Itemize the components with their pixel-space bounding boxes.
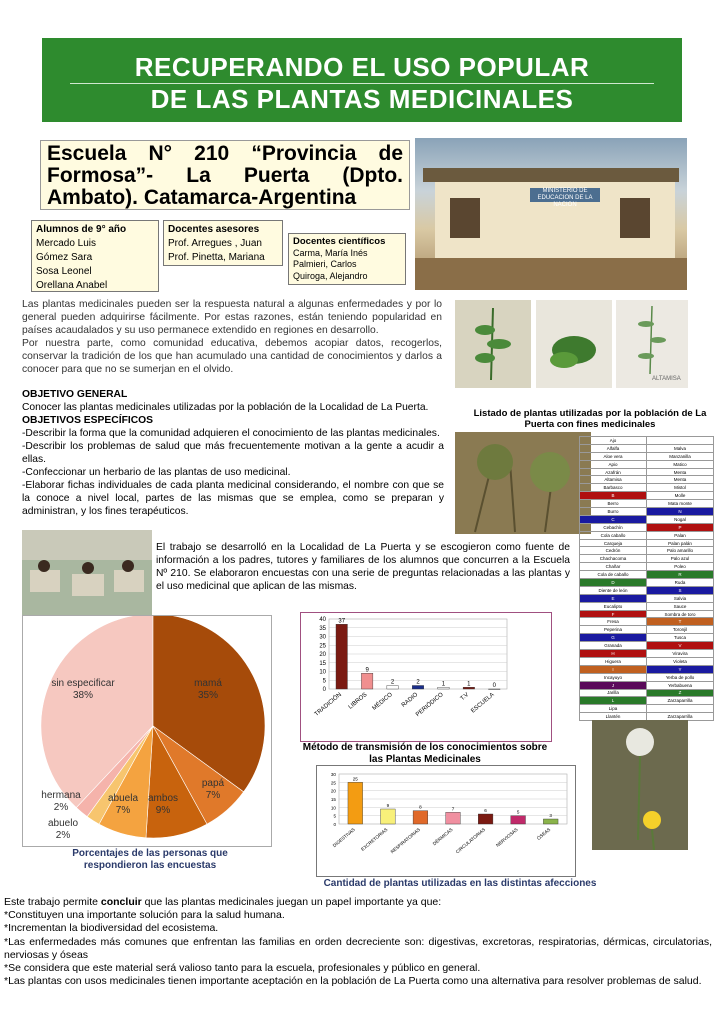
plant-row — [580, 594, 714, 602]
plant-list-table — [579, 436, 714, 721]
y-tick-label: 25 — [319, 643, 326, 650]
bar-value-label: 1 — [441, 681, 446, 688]
ground — [415, 258, 687, 290]
bar — [361, 673, 372, 689]
conclusion-intro-pre: Este trabajo permite — [4, 896, 101, 908]
plant-cell: S — [647, 586, 714, 594]
bar-value-label: 3 — [549, 813, 552, 818]
plant-cell: Barbasco — [580, 484, 647, 492]
y-tick-label: 15 — [319, 660, 326, 667]
bar — [489, 689, 500, 690]
plant-cell: Chañar — [580, 563, 647, 571]
pie-value-label: 7% — [205, 790, 221, 801]
intro-text — [22, 298, 442, 376]
plant-row — [580, 626, 714, 634]
plant-cell: Eucalipto — [580, 602, 647, 610]
bar-chart-2-title: Cantidad de plantas utilizadas en las distintas afecciones — [323, 878, 597, 889]
plant-cell: E — [580, 594, 647, 602]
plant-cell: Menta — [647, 476, 714, 484]
plant-row — [580, 523, 714, 531]
plant-cell: T — [647, 618, 714, 626]
plant-cell: Altamisa — [580, 476, 647, 484]
plant-row — [580, 444, 714, 452]
bar — [387, 686, 398, 690]
pie-chart-frame — [22, 615, 272, 847]
plant-cell: Zarzaparrilla — [647, 697, 714, 705]
bar-value-label: 37 — [338, 618, 346, 625]
pie-value-label: 7% — [115, 805, 131, 816]
bar — [446, 812, 461, 824]
plant-cell: Sauce — [647, 602, 714, 610]
y-tick-label: 25 — [330, 780, 336, 786]
dandelion-photo — [592, 720, 688, 850]
plant-cell: Ajo — [580, 437, 647, 445]
plant-photo-field — [455, 432, 591, 534]
herb-label: ALTAMISA — [652, 376, 681, 382]
plant-cell: Ruda — [647, 579, 714, 587]
y-tick-label: 10 — [319, 669, 326, 676]
plant-cell: Aloe vera — [580, 452, 647, 460]
docente-name: Prof. Pinetta, Mariana — [168, 252, 265, 263]
herb-photo-2 — [536, 300, 612, 388]
plant-cell: Salvia — [647, 594, 714, 602]
plant-cell: Zarzaparrilla — [647, 713, 714, 721]
objetivo-general-text: Conocer las plantas medicinales utilizadas por la población de la Localidad de La Puerta. — [22, 402, 429, 413]
plant-cell: Yerba de pollo — [647, 673, 714, 681]
plant-cell: Cola caballo — [580, 531, 647, 539]
x-tick-label: NERVIOSAS — [495, 826, 519, 848]
herb-photo-3 — [616, 300, 688, 388]
y-tick-label: 0 — [333, 822, 336, 827]
plant-cell: Palo amarillo — [647, 547, 714, 555]
conclusion-point: *Las plantas con usos medicinales tienen importante aceptación en la población de La Puerta como una alternativa para resolver problemas de salud. — [4, 975, 702, 988]
bar — [478, 814, 493, 824]
plant-cell: Manzanilla — [647, 452, 714, 460]
plant-row — [580, 437, 714, 445]
bar-value-label: 9 — [386, 803, 390, 808]
pie-value-label: 2% — [55, 830, 71, 841]
plant-row — [580, 657, 714, 665]
x-tick-label: MÉDICO — [371, 691, 394, 712]
bar-chart-1-frame — [300, 612, 552, 742]
x-tick-label: RESPIRATORIAS — [389, 826, 422, 855]
cientifico-name: Palmieri, Carlos — [293, 259, 357, 269]
bar-value-label: 0 — [492, 683, 496, 689]
pie-label: hermana — [41, 790, 81, 801]
bar — [336, 624, 347, 689]
plant-cell: Molle — [647, 492, 714, 500]
plant-row — [580, 563, 714, 571]
bar-chart-1-title: Método de transmisión de los conocimientos sobre las Plantas Medicinales — [302, 742, 548, 765]
plant-cell — [647, 705, 714, 713]
objetivo-item: -Confeccionar un herbario de las plantas de uso medicinal. — [22, 467, 291, 478]
plant-cell: Cebachín — [580, 523, 647, 531]
x-tick-label: RADIO — [400, 691, 420, 709]
plant-cell: J — [580, 681, 647, 689]
plant-cell: Y — [647, 665, 714, 673]
y-tick-label: 30 — [330, 772, 336, 777]
x-tick-label: ESCUELA — [470, 691, 496, 715]
plant-cell: Toronjil — [647, 626, 714, 634]
plant-row — [580, 492, 714, 500]
objetivo-item: -Elaborar fichas individuales de cada planta medicinal considerando, el nombre con que se la conoce a nivel local, partes de las mismas que se emplea, como se preparan y administran, y los fines terapéuticos. — [22, 480, 444, 517]
plant-row — [580, 673, 714, 681]
plant-row — [580, 665, 714, 673]
y-tick-label: 20 — [319, 652, 326, 658]
plant-cell: Peperina — [580, 626, 647, 634]
plant-cell: Mata monte — [647, 500, 714, 508]
building-window — [450, 198, 480, 238]
conclusion-point: *Incrementan la biodiversidad del ecosistema. — [4, 922, 219, 935]
plant-row — [580, 618, 714, 626]
herb-photo-1 — [455, 300, 531, 388]
bar-chart-afecciones — [317, 766, 575, 876]
objetivo-general-heading: OBJETIVO GENERAL — [22, 389, 128, 400]
plant-row — [580, 508, 714, 516]
alumno-name: Sosa Leonel — [36, 266, 92, 277]
plant-cell: Cola de caballo — [580, 571, 647, 579]
title-line-1: RECUPERANDO EL USO POPULAR — [134, 52, 590, 82]
x-tick-label: T.V — [459, 691, 471, 703]
plant-cell: Menta — [647, 468, 714, 476]
conclusion-intro-bold: concluir — [100, 896, 142, 908]
plant-cell: Malva — [647, 444, 714, 452]
plant-cell: Palan palán — [647, 539, 714, 547]
cientifico-name: Carma, María Inés — [293, 247, 368, 258]
bar — [348, 782, 363, 824]
plant-cell: G — [580, 634, 647, 642]
y-tick-label: 15 — [330, 797, 336, 802]
plant-cell: Chachacoma — [580, 555, 647, 563]
bar — [381, 809, 396, 824]
bar-value-label: 6 — [484, 808, 487, 813]
plant-cell: N — [647, 508, 714, 516]
plant-cell: P — [647, 523, 714, 531]
plant-row — [580, 515, 714, 523]
plant-row — [580, 642, 714, 650]
title-divider — [70, 83, 654, 84]
plant-row — [580, 610, 714, 618]
plant-cell: Fresa — [580, 618, 647, 626]
plant-row — [580, 500, 714, 508]
y-tick-label: 40 — [319, 617, 326, 623]
y-tick-label: 35 — [319, 625, 326, 632]
plant-cell: B — [580, 492, 647, 500]
alumno-name: Mercado Luis — [36, 238, 97, 249]
bar — [412, 686, 423, 690]
plant-cell: Poleo — [647, 563, 714, 571]
pie-chart — [23, 616, 271, 846]
plant-cell: Apio — [580, 460, 647, 468]
listado-title: Listado de plantas utilizadas por la población de La Puerta con fines medicinales — [473, 408, 707, 430]
x-tick-label: PERIÓDICO — [415, 691, 445, 719]
y-tick-label: 5 — [333, 813, 336, 819]
conclusion-point: *Constituyen una importante solución para la salud humana. — [4, 909, 285, 922]
docentes-cientificos-heading: Docentes científicos — [293, 236, 386, 247]
bar-value-label: 2 — [390, 679, 395, 686]
plant-row — [580, 555, 714, 563]
plant-cell: Diente de león — [580, 586, 647, 594]
bar-value-label: 8 — [419, 804, 422, 810]
plant-cell: Z — [647, 689, 714, 697]
title-line-2: DE LAS PLANTAS MEDICINALES — [150, 84, 574, 114]
conclusion-point: *Se considera que este material será valioso tanto para la escuela, profesionales y público en general. — [4, 962, 481, 975]
plant-cell: Berro — [580, 500, 647, 508]
x-tick-label: EXCRETORIAS — [360, 826, 389, 852]
conclusion-point: *Las enfermedades más comunes que enfrentan las familias en orden decreciente son: digestivas, excretoras, respiratorias, dérmicas, circulatorias, nerviosas y óseas — [4, 935, 712, 961]
bar-value-label: 7 — [451, 806, 455, 812]
plant-cell: Llantén — [580, 713, 647, 721]
alumnos-heading: Alumnos de 9° año — [36, 224, 127, 235]
plant-row — [580, 460, 714, 468]
plant-cell: Violeta — [647, 657, 714, 665]
building-window — [620, 198, 650, 238]
plant-cell: Mistol — [647, 484, 714, 492]
x-tick-label: CIRCULATORIAS — [454, 826, 487, 855]
bar — [511, 816, 526, 824]
x-tick-label: DIGESTIVAS — [331, 826, 356, 849]
plant-cell: Azafrán — [580, 468, 647, 476]
bar-value-label: 2 — [416, 679, 420, 686]
docentes-asesores-heading: Docentes asesores — [168, 224, 260, 235]
plant-cell: H — [580, 650, 647, 658]
x-tick-label: ÓSEAS — [536, 826, 552, 841]
plant-cell: Palan — [647, 531, 714, 539]
plant-row — [580, 571, 714, 579]
metodo-text: El trabajo se desarrolló en la Localidad de La Puerta y se escogieron como fuente de información a los padres, tutores y familiares de los alumnos que concurren a la Escuela Nº 210. Se elaboraron encuestas con una serie de preguntas relacionadas a las plantas y el uso medicinal que aplican de las mismas. — [156, 542, 570, 592]
plant-cell: Carqueja — [580, 539, 647, 547]
plant-cell: Lipa — [580, 705, 647, 713]
alumno-name: Orellana Anabel — [36, 280, 108, 291]
y-tick-label: 10 — [330, 805, 336, 811]
plant-row — [580, 547, 714, 555]
bar-chart-2-frame — [316, 765, 576, 877]
pie-value-label: 2% — [53, 802, 69, 813]
plant-row — [580, 650, 714, 658]
plant-cell: Tusca — [647, 634, 714, 642]
bar-value-label: 5 — [516, 809, 520, 815]
pie-label: mamá — [194, 678, 222, 689]
plant-row — [580, 586, 714, 594]
plant-row — [580, 539, 714, 547]
objetivo-item: -Describir los problemas de salud que más frecuentemente motivan a la gente a acudir a ellas. — [22, 441, 444, 465]
plant-cell: C — [580, 515, 647, 523]
plant-row — [580, 476, 714, 484]
objetivo-item: -Describir la forma que la comunidad adquieren el conocimiento de las plantas medicinales. — [22, 428, 440, 439]
plant-cell: Nogal — [647, 515, 714, 523]
plant-row — [580, 697, 714, 705]
objetivos-especificos-heading: OBJETIVOS ESPECÍFICOS — [22, 415, 154, 426]
school-building-photo — [415, 138, 687, 290]
pie-label: abuelo — [47, 818, 79, 829]
intro-paragraph: Las plantas medicinales pueden ser la respuesta natural a algunas enfermedades y por lo general pueden adquirirse fácilmente. Por estas razones, están teniendo popularidad en países acaudalados y su uso permanece extendido en regiones en desarrollo. — [22, 299, 442, 336]
alumno-name: Gómez Sara — [36, 252, 93, 263]
school-name: Escuela N° 210 “Provincia de Formosa”- La Puerta (Dpto. Ambato). Catamarca-Argentina — [40, 140, 410, 210]
plant-cell: Sombra de toro — [647, 610, 714, 618]
plant-row — [580, 579, 714, 587]
plant-cell: Higuera — [580, 657, 647, 665]
pie-label: ambos — [147, 793, 179, 804]
y-tick-label: 5 — [322, 678, 326, 685]
plant-cell: Matico — [647, 460, 714, 468]
bar — [463, 687, 474, 689]
bar — [438, 687, 449, 689]
conclusion-intro — [4, 896, 712, 909]
bar — [543, 819, 558, 824]
plant-row — [580, 452, 714, 460]
y-tick-label: 30 — [319, 634, 326, 641]
plant-row — [580, 468, 714, 476]
docentes-asesores-box — [163, 220, 283, 266]
plant-row — [580, 634, 714, 642]
plant-cell: I — [580, 665, 647, 673]
plant-cell: V — [647, 642, 714, 650]
alumnos-box — [31, 220, 159, 292]
plant-cell: Alfalfa — [580, 444, 647, 452]
bar-value-label: 1 — [467, 681, 471, 688]
plant-cell: Viravira — [647, 650, 714, 658]
plant-cell: Jarilla — [580, 689, 647, 697]
plant-row — [580, 484, 714, 492]
plant-row — [580, 705, 714, 713]
pie-label: papá — [201, 778, 225, 789]
building-roof — [423, 168, 679, 182]
intro-paragraph: Por nuestra parte, como comunidad educativa, debemos acopiar datos, recogerlos, conservar la tradición de los que han acumulado una cantidad de conocimientos y darlos a conocer para que no se sumerjan en el olvido. — [22, 338, 442, 375]
plant-cell: Palo azul — [647, 555, 714, 563]
plant-cell: Granada — [580, 642, 647, 650]
pie-label: sin especificar — [51, 678, 115, 689]
plant-cell: Incayuyo — [580, 673, 647, 681]
plant-cell: Yerbabuena — [647, 681, 714, 689]
ministry-sign: MINISTERIO DE EDUCACION DE LA NACION — [530, 188, 600, 202]
y-tick-label: 20 — [330, 788, 336, 794]
cientifico-name: Quiroga, Alejandro — [293, 270, 368, 281]
bar-value-label: 9 — [365, 667, 369, 674]
docente-name: Prof. Arregues , Juan — [168, 238, 262, 249]
plant-cell — [647, 437, 714, 445]
docentes-cientificos-box — [288, 233, 406, 285]
pie-value-label: 35% — [197, 690, 219, 701]
x-tick-label: TRADICIÓN — [313, 691, 343, 718]
plant-row — [580, 681, 714, 689]
pie-value-label: 38% — [72, 690, 94, 701]
x-tick-label: DÉRMICAS — [431, 826, 454, 847]
pie-value-label: 9% — [155, 805, 171, 816]
plant-list-body — [580, 437, 714, 721]
plant-row — [580, 689, 714, 697]
plant-cell: L — [580, 697, 647, 705]
plant-cell: Cedrón — [580, 547, 647, 555]
conclusion — [4, 896, 712, 988]
pie-label: abuela — [107, 793, 139, 804]
bar-chart-transmission — [301, 613, 551, 741]
plant-cell: Burro — [580, 508, 647, 516]
pie-title: Porcentajes de las personas que respondieron las encuestas — [72, 848, 228, 871]
bar-value-label: 25 — [352, 776, 358, 782]
plant-cell: F — [580, 610, 647, 618]
bar — [413, 811, 428, 824]
plant-cell: D — [580, 579, 647, 587]
plant-row — [580, 602, 714, 610]
classroom-photo — [22, 530, 152, 620]
plant-cell: R — [647, 571, 714, 579]
objetivos — [22, 388, 444, 518]
y-tick-label: 0 — [322, 687, 326, 693]
conclusion-intro-post: que las plantas medicinales juegan un papel importante ya que: — [141, 896, 442, 908]
x-tick-label: LIBROS — [347, 691, 369, 711]
plant-row — [580, 531, 714, 539]
